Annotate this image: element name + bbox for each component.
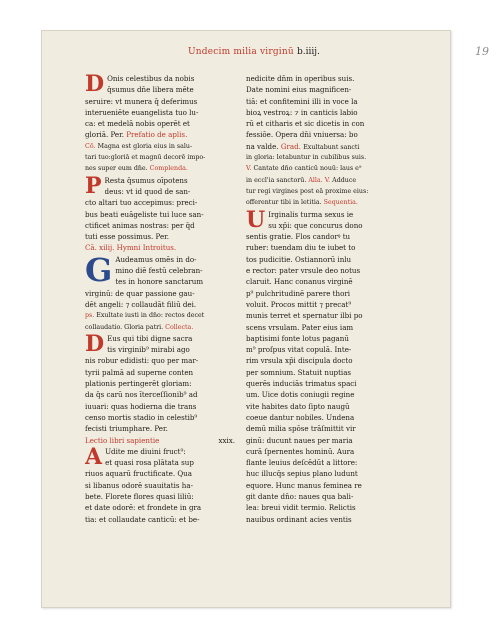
text-line: bete. Florete flores quasi liliū: xyxy=(85,491,194,501)
text-span: nes super eum dn̄e. xyxy=(85,165,148,173)
rubric: Grad. xyxy=(280,141,301,151)
text-line: Udite me diuini fruct⁹: xyxy=(105,446,186,456)
text-line: Audeamus omēs in do- xyxy=(115,254,197,264)
text-span: Exultabunt sancti xyxy=(303,143,360,151)
text-line: flante leuius deſcēdūt a littore: xyxy=(246,458,358,468)
text-line: interueniēte euangelista tuo lu- xyxy=(85,107,199,117)
text-line: tur regi virgines post eā proxime eius: xyxy=(246,187,369,195)
text-span: offerentur tibi in letitia. xyxy=(246,199,322,207)
text-span: in eccl'ia sanctorū. xyxy=(246,176,307,184)
text-line: per somnium. Statuit nuptias xyxy=(246,367,352,377)
text-line: virginū: de quar passione gau- xyxy=(85,288,195,298)
text-line: Resta q̄sumus oīpotens xyxy=(104,175,188,185)
text-block xyxy=(85,175,235,198)
text-line: querēs induciās trimatus spaci xyxy=(246,379,357,389)
text-span: gloriā. Per. xyxy=(85,130,124,140)
text-line: equore. Hunc manus feminea re xyxy=(246,480,362,490)
text-line: coeue dantur nobiles. Undena xyxy=(246,412,355,422)
text-line xyxy=(85,310,235,321)
left-text-column xyxy=(85,73,235,525)
text-line: bioꝝ vestroꝝ: ⁊ in canticis labio xyxy=(246,107,358,117)
text-line: baptisimi fonte lotus paganū xyxy=(246,333,349,343)
text-line: seruire: vt munera q̄ deferimus xyxy=(85,96,198,106)
text-line: m⁹ proſpus vitat copulā. Inte- xyxy=(246,345,352,355)
signature-mark: b.iiij. xyxy=(297,47,320,57)
text-line: Eus qui tibi digne sacra xyxy=(107,333,193,343)
text-block xyxy=(246,209,396,232)
rubric: Alla. xyxy=(308,176,323,184)
rubric: V. xyxy=(246,165,252,173)
text-line: tia: et collaudate canticū: et be- xyxy=(85,514,200,524)
rubric: Complenda. xyxy=(149,165,188,173)
text-line: tis virginib⁹ mirabi ago xyxy=(107,345,190,355)
rubric: Prefatio de aplis. xyxy=(126,130,188,140)
text-line: ctificet animas nostras: per q̄d xyxy=(85,220,195,230)
running-header-title: Undecim milia virginū xyxy=(188,47,294,57)
text-line xyxy=(85,163,235,174)
rubric: Collecta. xyxy=(165,323,194,331)
text-line: et date odorē: et frondete in gra xyxy=(85,503,202,513)
text-line: cto altari tuo accepimus: preci- xyxy=(85,198,198,208)
text-block xyxy=(85,333,235,356)
text-line: in gloria: letabuntur in cubilibus suis. xyxy=(246,154,367,162)
text-line xyxy=(246,197,396,208)
text-line: tuti esse possimus. Per. xyxy=(85,232,170,242)
text-line: tari tuo:gloriā et magnū decorē impo- xyxy=(85,154,206,162)
text-line xyxy=(85,129,235,140)
text-line: su xp̄i: que concurus dono xyxy=(268,220,363,230)
text-block xyxy=(85,254,235,288)
text-line: nauibus ordinant acies ventis xyxy=(246,514,352,524)
text-line: ginū: ducunt naues per maria xyxy=(246,435,353,445)
text-line: tes in honore sanctarum xyxy=(115,277,204,287)
red-initial: D xyxy=(85,73,105,96)
text-line: da q̄s carū nos īterceſſionib⁹ ad xyxy=(85,390,198,400)
text-line: munis terret et spernatur ilbi po xyxy=(246,311,363,321)
text-line: deus: vt id quod de san- xyxy=(104,186,191,196)
text-line: rim vrsula xp̄i discipula docto xyxy=(246,356,353,366)
text-line: demū milia spōse trāſmittit vir xyxy=(246,424,356,434)
text-line: ca: et medelā nobis operēt et xyxy=(85,119,190,129)
text-line: riuos aquarū fructificate. Qua xyxy=(85,469,192,479)
rubric: Lectio libri sapientie xyxy=(85,435,160,445)
text-span: Exultate iusti in dn̄o: rectos decet xyxy=(96,312,205,320)
text-line: um. Uice dotis coniugii regine xyxy=(246,390,355,400)
text-line: iuuari: quas hodierna die trans xyxy=(85,401,197,411)
red-initial: A xyxy=(85,445,103,469)
text-line xyxy=(246,163,396,174)
text-span: Magna est gloria eius in salu- xyxy=(97,142,193,150)
text-line: p⁹ pulchritudinē parere thori xyxy=(246,288,351,298)
pencil-folio-number: 19 xyxy=(475,45,489,58)
text-line: tos pudicitie. Ostiannorū inlu xyxy=(246,254,352,264)
rubric: V. xyxy=(324,176,331,184)
rubric: Cō. xyxy=(85,142,96,150)
text-line: bus beati euāgeliste tui luce san- xyxy=(85,209,204,219)
text-line: mino diē festū celebran- xyxy=(115,266,203,276)
text-span: na valde. xyxy=(246,141,279,151)
text-block xyxy=(85,73,235,96)
text-line xyxy=(85,435,235,446)
text-line: Irginalis turma sexus ie xyxy=(268,209,354,219)
text-line: censo mortis stadio in celestib⁹ xyxy=(85,412,198,422)
text-line: voluit. Procos mittit ⁊ precat⁹ xyxy=(246,299,352,309)
manuscript-page xyxy=(41,30,489,608)
text-line: git dante dn̄o: naues qua bali- xyxy=(246,491,354,501)
text-line: nedicite dn̄m in operibus suis. xyxy=(246,74,355,83)
blue-initial: G xyxy=(85,253,113,288)
text-line: curā ſpernentes hominū. Aura xyxy=(246,446,355,456)
red-initial: U xyxy=(246,208,266,232)
text-line xyxy=(85,322,235,333)
text-line: e rector: pater vrsule deo notus xyxy=(246,266,361,276)
text-span: Adduce xyxy=(332,176,357,184)
text-line: tiā: et confitemini illi in voce la xyxy=(246,96,358,106)
text-line: huc illucq̄s sepius plano ludunt xyxy=(246,469,358,479)
text-line: Date nomini eius magnificen- xyxy=(246,85,352,95)
text-line: si libanus odorē suauitatis ha- xyxy=(85,480,193,490)
rubric: ps. xyxy=(85,312,95,320)
text-line: dēt angeli: ⁊ collaudāt filiū dei. xyxy=(85,299,197,309)
right-text-column xyxy=(246,73,396,525)
text-line: tyrii palmā ad superne conten xyxy=(85,367,194,377)
red-initial: P xyxy=(85,174,102,198)
text-line: ruber: tuendam diu te iubet to xyxy=(246,243,356,253)
text-line: vite habites dato ſipto naugū xyxy=(246,401,350,411)
text-line: q̄sumus dn̄e libera mēte xyxy=(107,85,194,95)
text-line: fecisti triumphare. Per. xyxy=(85,424,168,434)
text-line: fessiōe. Opera dn̄i vniuersa: bo xyxy=(246,130,358,140)
text-span: Cantate dn̄o canticū nouū: laus e⁹ xyxy=(253,165,362,173)
text-line: Onis celestibus da nobis xyxy=(107,74,195,83)
text-span: collaudatio. Gloria patri. xyxy=(85,323,164,331)
text-line: plationis pertingerēt gloriam: xyxy=(85,379,192,389)
text-span: xxix. xyxy=(218,435,235,445)
text-line: scens vrsulam. Pater eius iam xyxy=(246,322,354,332)
text-line xyxy=(246,175,396,186)
rubric: Sequentia. xyxy=(323,199,358,207)
text-line: rū et citharis et sic dicetis in con xyxy=(246,119,365,129)
text-line xyxy=(246,141,396,152)
text-block xyxy=(85,446,235,469)
text-line: lea: breui vidit termio. Relictis xyxy=(246,503,356,513)
rubric: Cā. xilij. Hymni Introitus. xyxy=(85,243,177,253)
text-line: et quasi rosa plātata sup xyxy=(105,458,194,468)
text-line: sentis gratie. Flos candorꝰ tu xyxy=(246,232,351,242)
red-initial: D xyxy=(85,332,105,356)
text-line: nis robur edidisti: quo per mar- xyxy=(85,356,199,366)
text-line xyxy=(85,141,235,152)
text-line: claruit. Hanc conanus virginē xyxy=(246,277,353,287)
